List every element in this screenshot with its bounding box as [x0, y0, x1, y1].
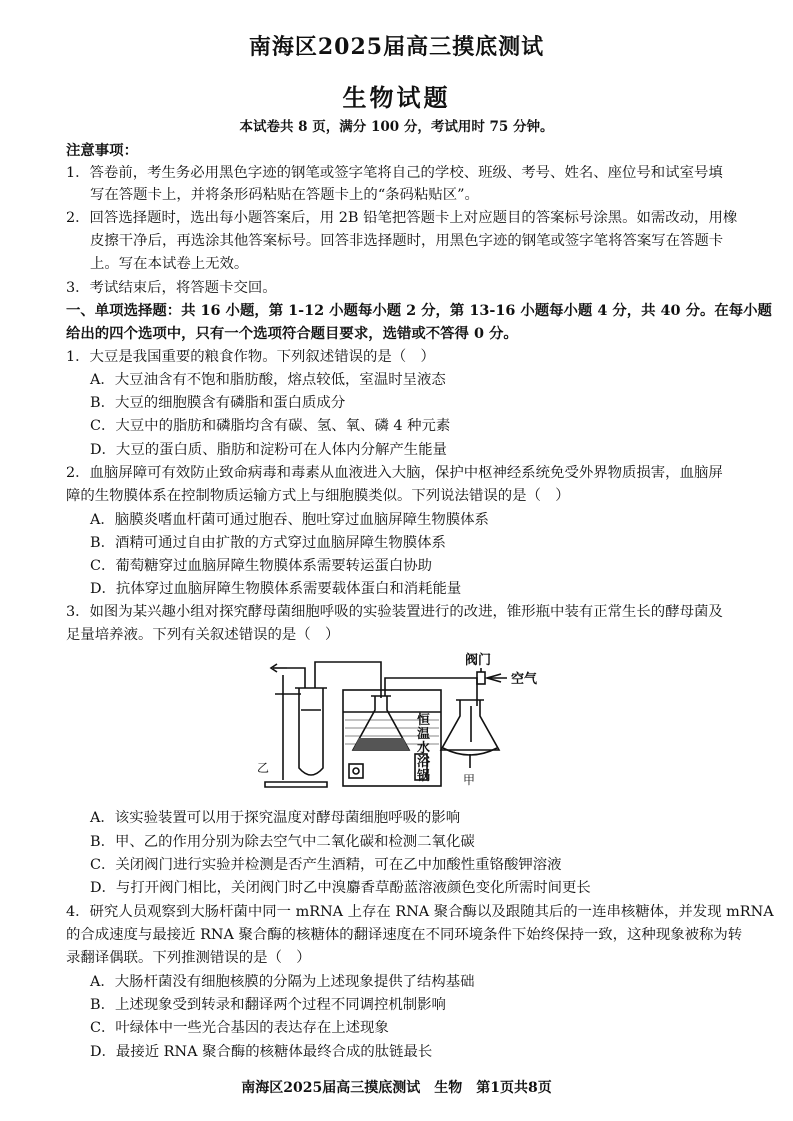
exam-info: 本试卷共 8 页，满分 100 分，考试用时 75 分钟。	[239, 119, 554, 135]
question-option: D．与打开阀门相比，关闭阀门时乙中溴麝香草酚蓝溶液颜色变化所需时间更长	[90, 880, 591, 896]
bath-label-char: 锅	[417, 769, 431, 784]
valve-label: 阀门	[465, 653, 492, 668]
question-option: A．大豆油含有不饱和脂肪酸，熔点较低，室温时呈液态	[90, 372, 446, 388]
question-stem: 的合成速度与最接近 RNA 聚合酶的核糖体的翻译速度在不同环境条件下始终保持一致，这种现象被称为转	[66, 927, 743, 943]
question-stem: 3．如图为某兴趣小组对探究酵母菌细胞呼吸的实验装置进行的改进，锥形瓶中装有正常生长的酵母菌及	[66, 604, 723, 620]
question-option: D．抗体穿过血脑屏障生物膜体系需要载体蛋白和消耗能量	[90, 581, 462, 597]
question-option: A．该实验装置可以用于探究温度对酵母菌细胞呼吸的影响	[90, 810, 461, 826]
question-option: B．大豆的细胞膜含有磷脂和蛋白质成分	[90, 395, 346, 411]
question-option: C．叶绿体中一些光合基因的表达存在上述现象	[90, 1020, 389, 1036]
page-footer: 南海区2025届高三摸底测试 生物 第1页共8页	[241, 1080, 552, 1096]
bath-label-char: 水	[417, 741, 431, 756]
note-line: 皮擦干净后，再选涂其他答案标号。回答非选择题时，用黑色字迹的钢笔或签字笔将答案写在答题卡	[90, 233, 724, 249]
notes-heading: 注意事项：	[66, 142, 138, 159]
question-stem: 足量培养液。下列有关叙述错误的是（ ）	[66, 627, 340, 643]
question-stem: 障的生物膜体系在控制物质运输方式上与细胞膜类似。下列说法错误的是（ ）	[66, 488, 570, 504]
question-option: D．最接近 RNA 聚合酶的核糖体最终合成的肽链最长	[90, 1044, 433, 1060]
question-stem: 4．研究人员观察到大肠杆菌中同一 mRNA 上存在 RNA 聚合酶以及跟随其后的一连串核糖体，并发现 mRNA	[66, 904, 774, 920]
bath-label-char: 恒	[417, 713, 431, 728]
flask-jia-label: 甲	[463, 773, 476, 787]
exam-title: 南海区2025届高三摸底测试	[248, 34, 545, 60]
bath-label-char: 浴	[417, 755, 431, 770]
question-option: D．大豆的蛋白质、脂肪和淀粉可在人体内分解产生能量	[90, 442, 447, 458]
note-line: 2．回答选择题时，选出每小题答案后，用 2B 铅笔把答题卡上对应题目的答案标号涂黑。如需改动，用橡	[66, 210, 738, 226]
question-stem: 1．大豆是我国重要的粮食作物。下列叙述错误的是（ ）	[66, 349, 435, 365]
apparatus-figure	[255, 650, 585, 800]
section-heading: 一、单项选择题：共 16 小题，第 1-12 小题每小题 2 分，第 13-16 小题每小题 4 分，共 40 分。在每小题	[66, 302, 772, 319]
question-option: B．上述现象受到转录和翻译两个过程不同调控机制影响	[90, 997, 446, 1013]
tube-yi-label: 乙	[257, 761, 270, 775]
question-option: B．酒精可通过自由扩散的方式穿过血脑屏障生物膜体系	[90, 535, 446, 551]
note-line: 上。写在本试卷上无效。	[90, 256, 249, 272]
question-stem: 2．血脑屏障可有效防止致命病毒和毒素从血液进入大脑，保护中枢神经系统免受外界物质损害，血脑屏	[66, 465, 723, 481]
note-line: 1．答卷前，考生务必用黑色字迹的钢笔或签字笔将自己的学校、班级、考号、姓名、座位号和试室号填	[66, 165, 723, 181]
question-option: A．大肠杆菌没有细胞核膜的分隔为上述现象提供了结构基础	[90, 974, 475, 990]
bath-label-char: 温	[417, 727, 431, 742]
apparatus-diagram	[255, 650, 585, 800]
question-option: C．关闭阀门进行实验并检测是否产生酒精，可在乙中加酸性重铬酸钾溶液	[90, 857, 562, 873]
question-option: C．大豆中的脂肪和磷脂均含有碳、氢、氧、磷 4 种元素	[90, 418, 451, 434]
question-option: C．葡萄糖穿过血脑屏障生物膜体系需要转运蛋白协助	[90, 558, 432, 574]
question-stem: 录翻译偶联。下列推测错误的是（ ）	[66, 950, 311, 966]
question-option: A．脑膜炎嗜血杆菌可通过胞吞、胞吐穿过血脑屏障生物膜体系	[90, 512, 489, 528]
subject-title: 生物试题	[342, 83, 451, 112]
note-line: 3．考试结束后，将答题卡交回。	[66, 280, 277, 296]
question-option: B．甲、乙的作用分别为除去空气中二氧化碳和检测二氧化碳	[90, 834, 475, 850]
section-heading: 给出的四个选项中，只有一个选项符合题目要求，选错或不答得 0 分。	[66, 325, 518, 342]
note-line: 写在答题卡上，并将条形码粘贴在答题卡上的“条码粘贴区”。	[90, 187, 479, 203]
air-label: 空气	[511, 672, 538, 687]
